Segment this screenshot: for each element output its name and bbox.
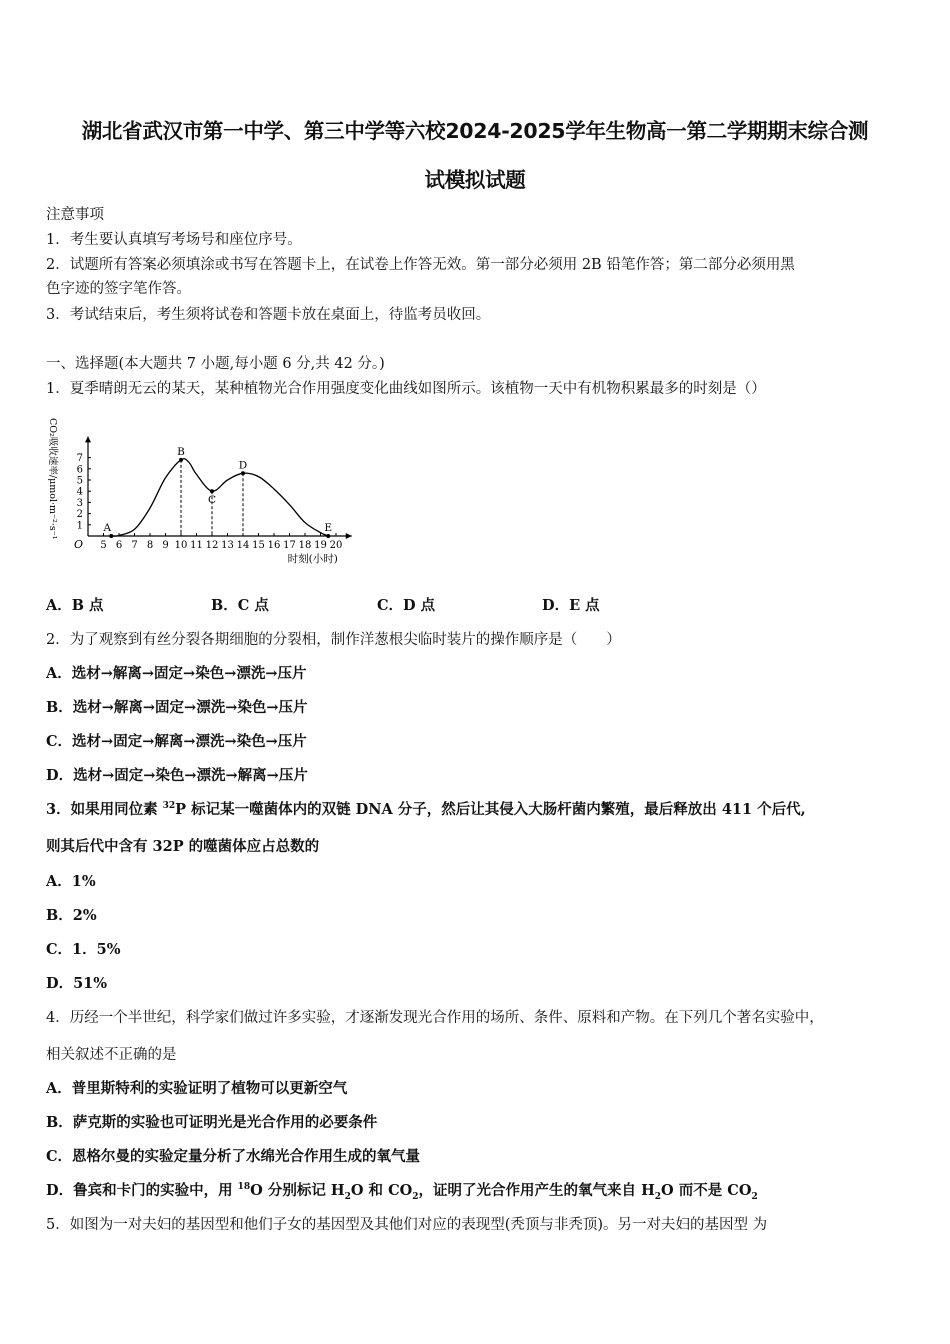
q2-option-b: B．选材→解离→固定→漂洗→染色→压片 xyxy=(46,699,308,716)
x-tick-label: 14 xyxy=(236,540,250,551)
notice-heading: 注意事项 xyxy=(46,207,104,223)
section-heading: 一、选择题(本大题共 7 小题,每小题 6 分,共 42 分。) xyxy=(46,356,385,372)
q1-option-d: D．E 点 xyxy=(542,597,600,614)
origin-label: O xyxy=(74,538,84,551)
q3-stem-line2: 则其后代中含有 32P 的噬菌体应占总数的 xyxy=(46,838,320,855)
q2-option-c: C．选材→固定→解离→漂洗→染色→压片 xyxy=(46,733,307,750)
page-title-line1: 湖北省武汉市第一中学、第三中学等六校2024-2025学年生物高一第二学期期末综合测 xyxy=(81,119,869,143)
point-A xyxy=(109,534,113,538)
x-tick-label: 19 xyxy=(314,540,327,551)
q4-d-sub1: 2 xyxy=(344,1191,351,1202)
q3-option-c: C．1．5% xyxy=(46,941,121,958)
y-tick-label: 7 xyxy=(76,453,83,465)
q4-option-d xyxy=(46,1179,758,1202)
x-tick-label: 7 xyxy=(131,540,138,551)
q4-d-sub3: 2 xyxy=(654,1191,662,1202)
x-tick-label: 10 xyxy=(174,540,188,551)
q4-option-a: A．普里斯特利的实验证明了植物可以更新空气 xyxy=(46,1080,348,1097)
x-tick-label: 9 xyxy=(162,540,169,551)
q4-option-b: B．萨克斯的实验也可证明光是光合作用的必要条件 xyxy=(46,1114,378,1131)
y-tick-label: 6 xyxy=(76,464,83,476)
q1-option-c: C．D 点 xyxy=(377,597,436,614)
x-axis-arrow xyxy=(346,533,352,539)
y-tick-label: 2 xyxy=(76,509,83,521)
q3-sup: 32 xyxy=(162,801,176,812)
page-title-line2: 试模拟试题 xyxy=(424,168,526,192)
point-D xyxy=(241,471,245,475)
q4-d-sub4: 2 xyxy=(751,1191,758,1202)
q1-stem: 1．夏季晴朗无云的某天，某种植物光合作用强度变化曲线如图所示。该植物一天中有机物积累最多的时刻是（） xyxy=(46,381,766,397)
y-axis-label: CO₂吸收速率/μmol·m⁻²·s⁻¹ xyxy=(47,418,58,540)
photosynthesis-chart xyxy=(40,400,360,575)
notice-item-2-cont: 色字迹的签字笔作答。 xyxy=(46,281,191,297)
q4-stem: 4．历经一个半世纪，科学家们做过许多实验，才逐渐发现光合作用的场所、条件、原料和产物。在下列几个著名实验中， xyxy=(46,1010,824,1026)
x-tick-label: 20 xyxy=(329,540,343,551)
x-tick-label: 11 xyxy=(190,540,203,551)
notice-item-1: 1．考生要认真填写考场号和座位序号。 xyxy=(46,232,302,248)
x-tick-label: 6 xyxy=(115,540,123,551)
point-B xyxy=(179,458,183,462)
q3-option-b: B．2% xyxy=(46,907,97,924)
q3-stem-pre: 3．如果用同位素 xyxy=(46,801,163,818)
y-tick-label: 1 xyxy=(76,520,83,532)
photosynthesis-curve xyxy=(111,459,328,536)
q4-d-part4: ，证明了光合作用产生的氧气来自 H xyxy=(418,1182,655,1199)
x-tick-label: 18 xyxy=(298,540,312,551)
q4-d-part5: O 而不是 CO xyxy=(661,1182,752,1199)
q1-option-b: B．C 点 xyxy=(211,597,269,614)
y-axis-arrow xyxy=(85,436,91,442)
q4-d-part3: O 和 CO xyxy=(350,1182,413,1199)
x-axis-label: 时刻(小时) xyxy=(287,553,338,565)
q3-option-d: D．51% xyxy=(46,975,108,992)
point-label-C: C xyxy=(207,494,217,507)
notice-item-2: 2．试题所有答案必须填涂或书写在答题卡上，在试卷上作答无效。第一部分必须用 2B 铅笔作答；第二部分必须用黑 xyxy=(46,257,795,273)
q1-option-a: A．B 点 xyxy=(46,597,104,614)
q4-d-part1: D．鲁宾和卡门的实验中，用 xyxy=(46,1182,238,1199)
q3-stem xyxy=(46,798,806,819)
point-label-A: A xyxy=(103,522,112,534)
notice-item-3: 3．考试结束后，考生须将试卷和答题卡放在桌面上，待监考员收回。 xyxy=(46,307,491,323)
point-C xyxy=(210,489,214,493)
point-E xyxy=(326,534,330,538)
x-tick-label: 13 xyxy=(221,540,234,551)
q4-option-c: C．恩格尔曼的实验定量分析了水绵光合作用生成的氧气量 xyxy=(46,1148,421,1165)
x-tick-label: 16 xyxy=(267,540,281,551)
y-tick-label: 5 xyxy=(76,475,83,487)
q3-option-a: A．1% xyxy=(46,873,96,890)
q2-stem: 2．为了观察到有丝分裂各期细胞的分裂相，制作洋葱根尖临时装片的操作顺序是（ ） xyxy=(46,632,621,648)
x-tick-label: 15 xyxy=(252,540,265,551)
point-label-E: E xyxy=(324,522,333,534)
x-tick-label: 5 xyxy=(100,540,107,551)
q2-option-d: D．选材→固定→染色→漂洗→解离→压片 xyxy=(46,767,308,784)
point-label-D: D xyxy=(238,459,248,472)
y-tick-label: 3 xyxy=(76,497,83,509)
x-tick-label: 12 xyxy=(205,540,219,551)
point-label-B: B xyxy=(177,445,185,458)
q5-stem: 5．如图为一对夫妇的基因型和他们子女的基因型及其他们对应的表现型(秃顶与非秃顶)。另一对夫妇的基因型 为 xyxy=(46,1217,768,1233)
y-tick-label: 4 xyxy=(76,486,83,498)
q4-stem-line2: 相关叙述不正确的是 xyxy=(46,1047,177,1063)
q3-stem-post: P 标记某一噬菌体内的双链 DNA 分子，然后让其侵入大肠杆菌内繁殖，最后释放出 411 个后代, xyxy=(175,801,806,818)
x-tick-label: 8 xyxy=(146,540,154,551)
q4-d-sub2: 2 xyxy=(412,1191,419,1202)
q4-d-part2: O 分别标记 H xyxy=(250,1182,345,1199)
q4-d-sup: 18 xyxy=(237,1182,251,1193)
x-tick-label: 17 xyxy=(283,540,296,551)
q2-option-a: A．选材→解离→固定→染色→漂洗→压片 xyxy=(46,665,307,682)
